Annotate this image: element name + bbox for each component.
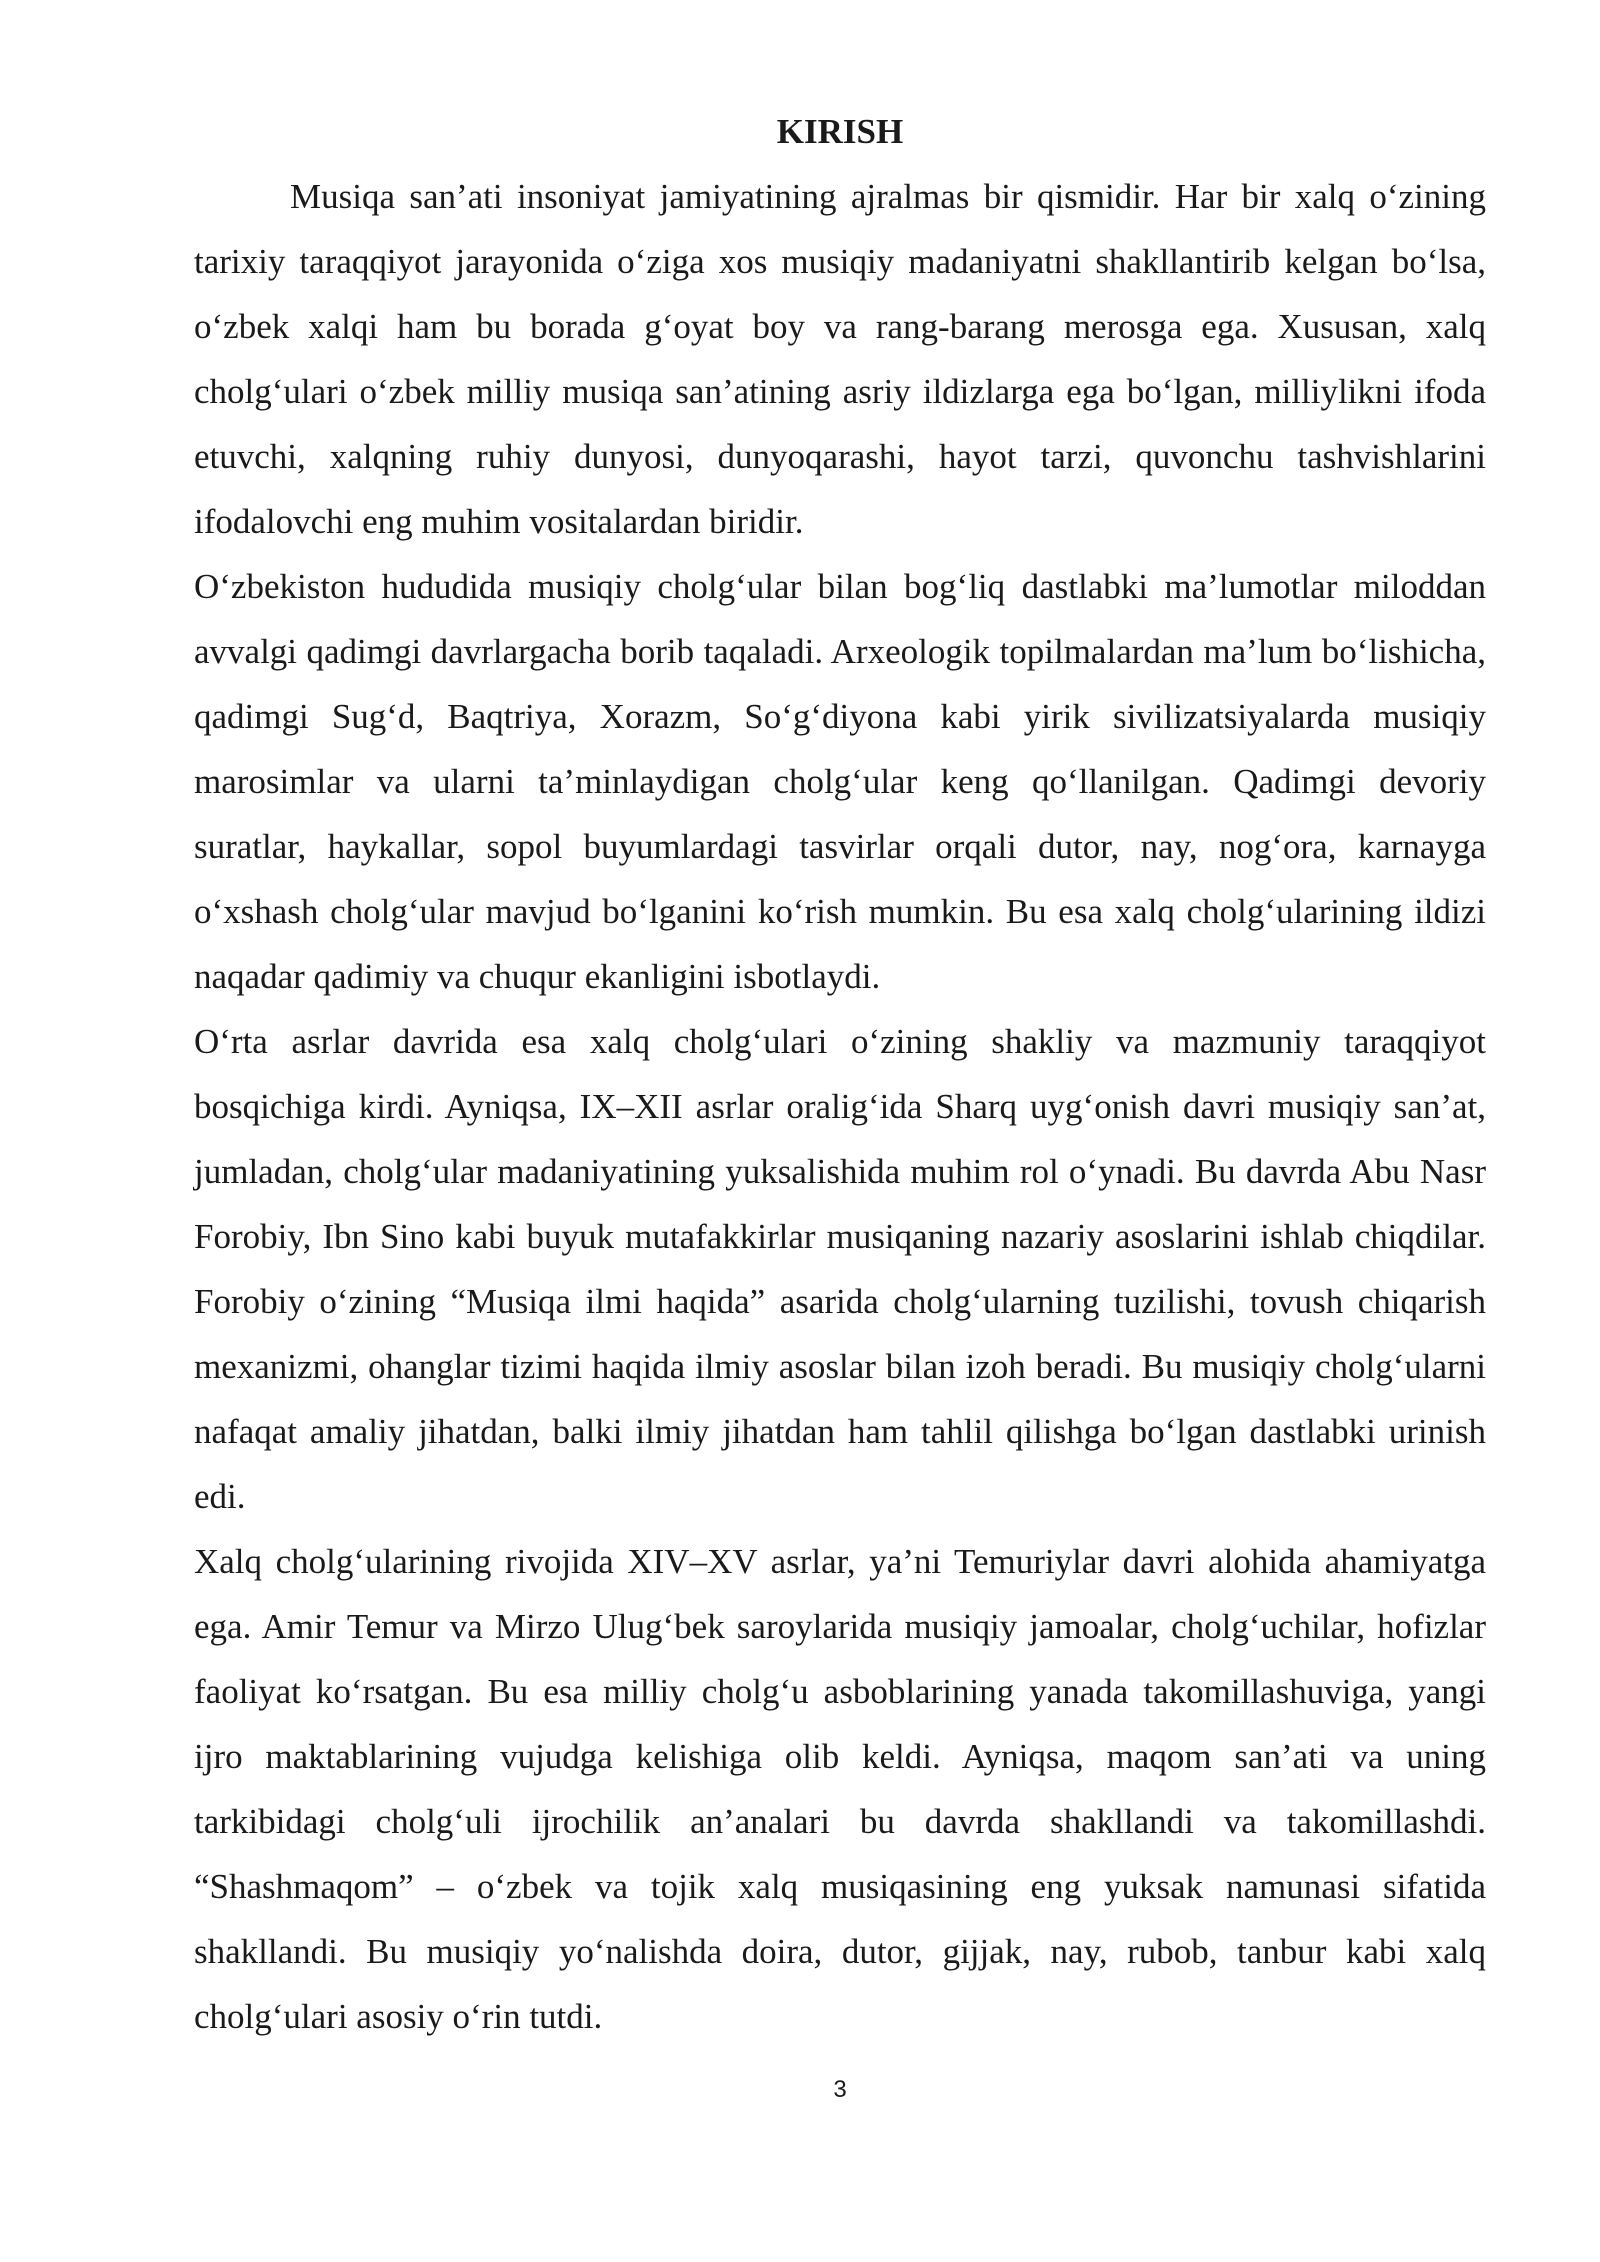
paragraph-timurid-era: Xalq cholg‘ularining rivojida XIV–XV asrlar, ya’ni Temuriylar davri alohida ahamiyatga ega. Amir Temur va Mirzo Ulug‘bek saroylarida musiqiy jamoalar, cholg‘uchilar, hofizlar faoliyat ko‘rsatgan. Bu esa milliy cholg‘u asboblarining yanada takomillashuviga, yangi ijro maktablarining vujudga kelishiga olib keldi. Ayniqsa, maqom san’ati va uning tarkibidagi cholg‘uli ijrochilik an’analari bu davrda shakllandi va takomillashdi. “Shashmaqom” – o‘zbek va tojik xalq musiqasining eng yuksak namunasi sifatida shakllandi. Bu musiqiy yo‘nalishda doira, dutor, gijjak, nay, rubob, tanbur kabi xalq cholg‘ulari asosiy o‘rin tutdi. bbox=[194, 1542, 1486, 2036]
page-content bbox=[194, 108, 1486, 2049]
paragraph-ancient-history: O‘zbekiston hududida musiqiy cholg‘ular bilan bog‘liq dastlabki ma’lumotlar miloddan avvalgi qadimgi davrlargacha borib taqaladi. Arxeologik topilmalardan ma’lum bo‘lishicha, qadimgi Sug‘d, Baqtriya, Xorazm, So‘g‘diyona kabi yirik sivilizatsiyalarda musiqiy marosimlar va ularni ta’minlaydigan cholg‘ular keng qo‘llanilgan. Qadimgi devoriy suratlar, haykallar, sopol buyumlardagi tasvirlar orqali dutor, nay, nog‘ora, karnayga o‘xshash cholg‘ular mavjud bo‘lganini ko‘rish mumkin. Bu esa xalq cholg‘ularining ildizi naqadar qadimiy va chuqur ekanligini isbotlaydi. bbox=[194, 567, 1486, 996]
paragraph-middle-ages: O‘rta asrlar davrida esa xalq cholg‘ulari o‘zining shakliy va mazmuniy taraqqiyot bosqichiga kirdi. Ayniqsa, IX–XII asrlar oralig‘ida Sharq uyg‘onish davri musiqiy san’at, jumladan, cholg‘ular madaniyatining yuksalishida muhim rol o‘ynadi. Bu davrda Abu Nasr Forobiy, Ibn Sino kabi buyuk mutafakkirlar musiqaning nazariy asoslarini ishlab chiqdilar. Forobiy o‘zining “Musiqa ilmi haqida” asarida cholg‘ularning tuzilishi, tovush chiqarish mexanizmi, ohanglar tizimi haqida ilmiy asoslar bilan izoh beradi. Bu musiqiy cholg‘ularni nafaqat amaliy jihatdan, balki ilmiy jihatdan ham tahlil qilishga bo‘lgan dastlabki urinish edi. bbox=[194, 1022, 1486, 1516]
paragraph-intro: Musiqa san’ati insoniyat jamiyatining ajralmas bir qismidir. Har bir xalq o‘zining tarixiy taraqqiyot jarayonida o‘ziga xos musiqiy madaniyatni shakllantirib kelgan bo‘lsa, o‘zbek xalqi ham bu borada g‘oyat boy va rang-barang merosga ega. Xususan, xalq cholg‘ulari o‘zbek milliy musiqa san’atining asriy ildizlarga ega bo‘lgan, milliylikni ifoda etuvchi, xalqning ruhiy dunyosi, dunyoqarashi, hayot tarzi, quvonchu tashvishlarini ifodalovchi eng muhim vositalardan biridir. bbox=[194, 177, 1486, 541]
section-heading: KIRISH bbox=[776, 112, 904, 151]
page-number: 3 bbox=[833, 2076, 847, 2103]
